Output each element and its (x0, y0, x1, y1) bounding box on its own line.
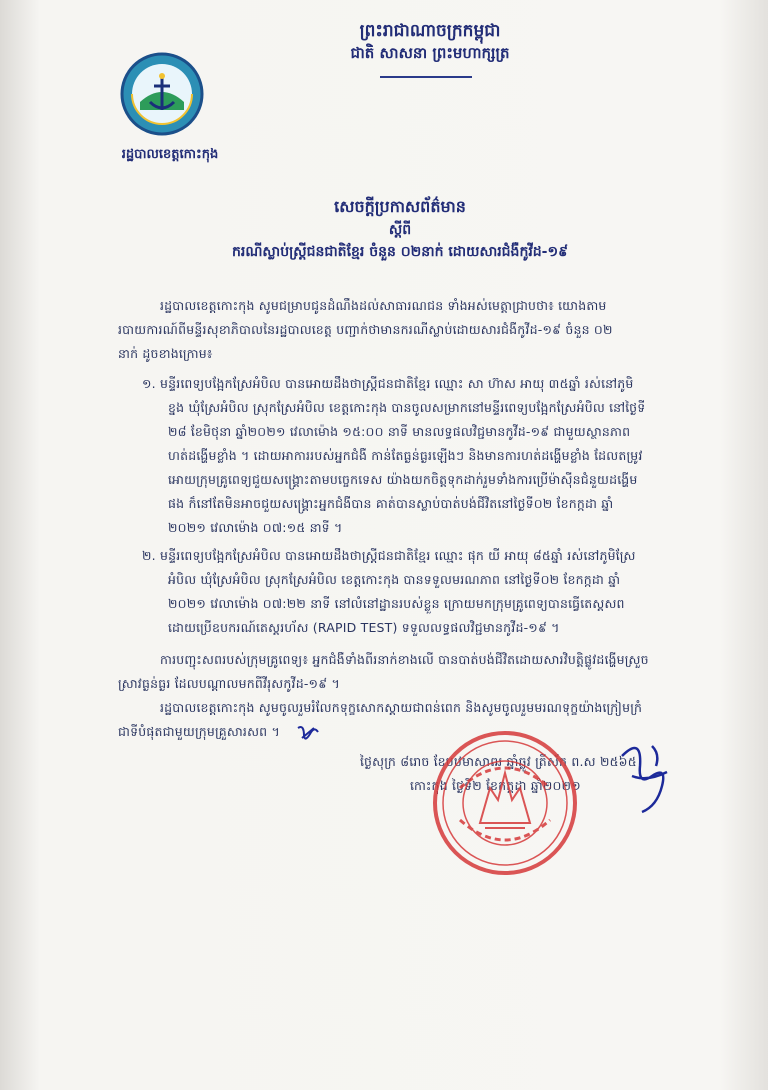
item2-line: ដោយប្រើឧបករណ៍តេស្តរហ័ស (RAPID TEST) ទទួលលទ្ធផលវិជ្ជមានកូវីដ-១៩ ។ (168, 620, 560, 635)
condolence-line: ជាទីបំផុតជាមួយក្រុមគ្រួសារសព ។ (118, 724, 280, 739)
kingdom-heading: ព្រះរាជាណាចក្រកម្ពុជា (359, 21, 501, 41)
provincial-emblem-icon (120, 52, 204, 136)
item1-line: ហត់ដង្ហើមខ្លាំង ។ ដោយអាការរបស់អ្នកជំងឺ កាន់តែធ្ងន់ធ្ងរឡើងៗ និងមានការហត់ដង្ហើមខ្លាំង ដែលតម្រូវ (168, 448, 643, 463)
item1-line: អោយក្រុមគ្រូពេទ្យជួយសង្គ្រោះតាមបច្ចេកទេស យ៉ាងយកចិត្តទុកដាក់រួមទាំងការប្រើម៉ាស៊ីនជំនួយដង្ហើម (168, 472, 638, 487)
national-motto: ជាតិ សាសនា ព្រះមហាក្សត្រ (350, 44, 510, 62)
signature-icon (612, 736, 678, 816)
place-date: កោះកុង ថ្ងៃទី២ ខែកក្កដា ឆ្នាំ២០២១ (410, 778, 581, 793)
motto-divider (380, 76, 472, 78)
intro-line: របាយការណ៍ពីមន្ទីរសុខាភិបាលនៃរដ្ឋបាលខេត្ត បញ្ជាក់ថាមានករណីស្លាប់ដោយសារជំងឺកូវីដ-១៩ ចំនួន ០២ (118, 322, 613, 337)
item1-line: ខ្នង ឃុំស្រែអំបិល ស្រុកស្រែអំបិល ខេត្តកោះកុង បានចូលសម្រាកនៅមន្ទីរពេទ្យបង្អែកស្រែអំបិល នៅថ្ងៃទី (168, 400, 646, 415)
intro-line: រដ្ឋបាលខេត្តកោះកុង សូមជម្រាបជូនដំណឹងដល់សាធារណជន ទាំងអស់មេត្តាជ្រាបថា៖ យោងតាម (160, 298, 607, 313)
item1-line: ផង ក៏នៅតែមិនអាចជួយសង្គ្រោះអ្នកជំងឺបាន គាត់បានស្លាប់បាត់បង់ជីវិតនៅថ្ងៃទី០២ ខែកក្កដា ឆ្នាំ (168, 496, 614, 511)
item2-line: ២. មន្ទីរពេទ្យបង្អែកស្រែអំបិល បានអោយដឹងថាស្ត្រីជនជាតិខ្មែរ ឈ្មោះ ផុក យី អាយុ ៨៥ឆ្នាំ រស់នៅភូមិស្រែ (142, 548, 636, 563)
lunar-date: ថ្ងៃសុក្រ ៨រោច ខែបឋមាសាឍ ឆ្នាំឆ្លូវ ត្រីស័ក ព.ស ២៥៦៥ (360, 754, 637, 769)
item2-line: អំបិល ឃុំស្រែអំបិល ស្រុកស្រែអំបិល ខេត្តកោះកុង បានទទួលមរណភាព នៅថ្ងៃទី០២ ខែកក្កដា ឆ្នាំ (168, 572, 621, 587)
initials-icon (296, 722, 320, 744)
document-about: ស្តីពី (388, 222, 412, 238)
official-seal-icon (430, 728, 580, 878)
item1-line: ២០២១ វេលាម៉ោង ០៧:១៥ នាទី ។ (168, 520, 343, 535)
burial-line: ស្រាវធ្ងន់ធ្ងរ ដែលបណ្តាលមកពីវីរុសកូវីដ-១៩ ។ (118, 676, 340, 691)
issuing-authority: រដ្ឋបាលខេត្តកោះកុង (121, 147, 219, 162)
burial-line: ការបញ្ជុះសពរបស់ក្រុមគ្រូពេទ្យ៖ អ្នកជំងឺទាំងពីរនាក់ខាងលើ បានបាត់បង់ជីវិតដោយសារវិបត្តិផ្លូវដង្ហើមស្រួច (160, 652, 649, 667)
document-title: សេចក្តីប្រកាសព័ត៌មាន (334, 197, 466, 216)
item1-line: ២៨ ខែមិថុនា ឆ្នាំ២០២១ វេលាម៉ោង ១៥:០០ នាទី មានលទ្ធផលវិជ្ជមានកូវីដ-១៩ ជាមួយស្ថានភាព (168, 424, 631, 439)
item2-line: ២០២១ វេលាម៉ោង ០៧:២២ នាទី នៅលំនៅដ្ឋានរបស់ខ្លួន ក្រោយមកក្រុមគ្រូពេទ្យបានធ្វើតេស្តសព (168, 596, 625, 611)
condolence-line: រដ្ឋបាលខេត្តកោះកុង សូមចូលរួមរំលែកទុក្ខសោកស្តាយជាពន់ពេក និងសូមចូលរួមមរណទុក្ខយ៉ាងក្រៀមក្រំ (160, 700, 643, 715)
intro-line: នាក់ ដូចខាងក្រោម៖ (118, 346, 213, 361)
item1-line: ១. មន្ទីរពេទ្យបង្អែកស្រែអំបិល បានអោយដឹងថាស្ត្រីជនជាតិខ្មែរ ឈ្មោះ សា ហ៊ាស អាយុ ៣៥ឆ្នាំ រស់នៅភូមិ (142, 376, 634, 391)
document-subject: ករណីស្លាប់ស្ត្រីជនជាតិខ្មែរ ចំនួន ០២នាក់ ដោយសារជំងឺកូវីដ-១៩ (232, 244, 568, 260)
